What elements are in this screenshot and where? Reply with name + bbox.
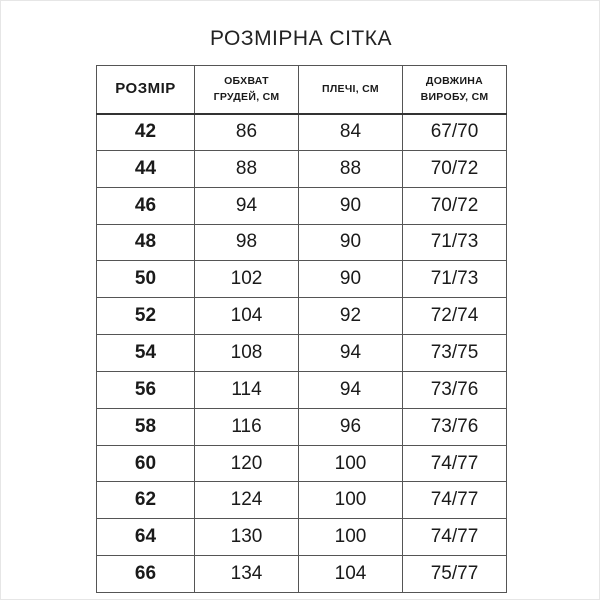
table-row xyxy=(97,261,507,298)
header-row xyxy=(97,66,507,114)
size-cell: 66 xyxy=(97,556,195,593)
chest-cell: 102 xyxy=(195,261,299,298)
header-chest-line1: ОБХВАТ xyxy=(224,75,269,88)
size-cell: 50 xyxy=(97,261,195,298)
table-body xyxy=(97,114,507,593)
shoulders-cell: 90 xyxy=(299,224,403,261)
table-header xyxy=(97,66,507,114)
length-cell: 71/73 xyxy=(403,261,507,298)
header-shoulders: ПЛЕЧІ, СМ xyxy=(299,66,403,114)
length-cell: 75/77 xyxy=(403,556,507,593)
shoulders-cell: 100 xyxy=(299,445,403,482)
length-cell: 74/77 xyxy=(403,482,507,519)
size-cell: 56 xyxy=(97,371,195,408)
size-cell: 64 xyxy=(97,519,195,556)
length-cell: 74/77 xyxy=(403,445,507,482)
shoulders-cell: 100 xyxy=(299,482,403,519)
chest-cell: 98 xyxy=(195,224,299,261)
length-cell: 74/77 xyxy=(403,519,507,556)
chest-cell: 130 xyxy=(195,519,299,556)
table-row xyxy=(97,187,507,224)
header-chest-line2: ГРУДЕЙ, СМ xyxy=(213,91,280,104)
table-row xyxy=(97,408,507,445)
size-cell: 58 xyxy=(97,408,195,445)
chest-cell: 114 xyxy=(195,371,299,408)
chest-cell: 88 xyxy=(195,150,299,187)
chest-cell: 104 xyxy=(195,298,299,335)
length-cell: 72/74 xyxy=(403,298,507,335)
page-title: РОЗМІРНА СІТКА xyxy=(210,27,392,50)
size-cell: 54 xyxy=(97,335,195,372)
shoulders-cell: 92 xyxy=(299,298,403,335)
table-row xyxy=(97,114,507,151)
size-cell: 62 xyxy=(97,482,195,519)
table-row xyxy=(97,556,507,593)
chest-cell: 94 xyxy=(195,187,299,224)
header-chest xyxy=(195,66,299,114)
length-cell: 73/75 xyxy=(403,335,507,372)
chest-cell: 116 xyxy=(195,408,299,445)
size-table xyxy=(96,65,507,593)
size-cell: 42 xyxy=(97,114,195,151)
table-row xyxy=(97,445,507,482)
shoulders-cell: 94 xyxy=(299,371,403,408)
size-cell: 46 xyxy=(97,187,195,224)
length-cell: 70/72 xyxy=(403,150,507,187)
header-length-line1: ДОВЖИНА xyxy=(425,75,484,88)
chest-cell: 86 xyxy=(195,114,299,151)
shoulders-cell: 88 xyxy=(299,150,403,187)
size-cell: 44 xyxy=(97,150,195,187)
shoulders-cell: 104 xyxy=(299,556,403,593)
chest-cell: 124 xyxy=(195,482,299,519)
shoulders-cell: 90 xyxy=(299,261,403,298)
size-cell: 48 xyxy=(97,224,195,261)
size-cell: 52 xyxy=(97,298,195,335)
table-row xyxy=(97,224,507,261)
shoulders-cell: 96 xyxy=(299,408,403,445)
length-cell: 73/76 xyxy=(403,371,507,408)
length-cell: 67/70 xyxy=(403,114,507,151)
table-row xyxy=(97,482,507,519)
shoulders-cell: 90 xyxy=(299,187,403,224)
table-row xyxy=(97,150,507,187)
table-row xyxy=(97,335,507,372)
length-cell: 71/73 xyxy=(403,224,507,261)
header-size: РОЗМІР xyxy=(97,66,195,114)
chest-cell: 134 xyxy=(195,556,299,593)
header-length xyxy=(403,66,507,114)
chest-cell: 120 xyxy=(195,445,299,482)
length-cell: 70/72 xyxy=(403,187,507,224)
shoulders-cell: 100 xyxy=(299,519,403,556)
header-length-line2: ВИРОБУ, СМ xyxy=(420,91,489,104)
table-row xyxy=(97,298,507,335)
table-row xyxy=(97,519,507,556)
size-cell: 60 xyxy=(97,445,195,482)
shoulders-cell: 94 xyxy=(299,335,403,372)
table-row xyxy=(97,371,507,408)
shoulders-cell: 84 xyxy=(299,114,403,151)
length-cell: 73/76 xyxy=(403,408,507,445)
chest-cell: 108 xyxy=(195,335,299,372)
